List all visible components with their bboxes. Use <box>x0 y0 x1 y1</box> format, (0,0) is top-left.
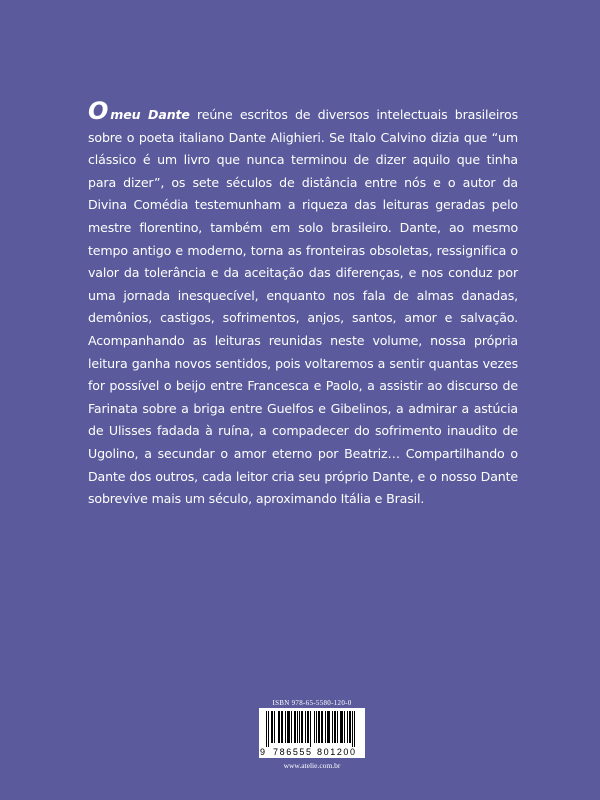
barcode-bar <box>319 711 320 743</box>
lead-initial: O <box>88 97 109 125</box>
barcode-bar <box>308 711 309 743</box>
barcode-bar <box>334 711 335 743</box>
barcode-bar <box>347 711 348 743</box>
barcode-bar <box>349 711 350 743</box>
barcode-bar <box>289 711 290 743</box>
barcode-bar <box>301 711 302 743</box>
barcode-bar <box>291 711 292 743</box>
barcode-bar <box>332 711 333 743</box>
barcode-bar <box>287 711 288 743</box>
barcode-bar <box>281 711 282 743</box>
barcode-bar <box>307 711 308 743</box>
barcode-bar <box>350 711 351 743</box>
barcode-bar <box>302 711 303 743</box>
barcode-bar <box>272 711 273 743</box>
barcode-bar <box>294 711 295 743</box>
barcode-bar <box>337 711 338 743</box>
barcode-bar <box>295 711 296 743</box>
barcode-bar <box>342 711 343 743</box>
barcode-bar <box>325 711 326 743</box>
barcode-digit-first: 9 <box>260 747 266 757</box>
barcode-bars <box>266 711 358 747</box>
barcode-digits-right: 801200 <box>317 747 357 757</box>
barcode-bar <box>268 711 269 747</box>
barcode-bar <box>279 711 280 743</box>
barcode-bar <box>327 711 328 743</box>
barcode-bar <box>305 711 306 743</box>
barcode-bar <box>322 711 323 743</box>
publisher-url: www.atelie.com.br <box>283 761 341 770</box>
barcode <box>259 708 365 758</box>
barcode-bar <box>335 711 336 743</box>
barcode-bar <box>297 711 298 743</box>
barcode-bar <box>340 711 341 743</box>
barcode-bar <box>318 711 319 743</box>
barcode-bar <box>274 711 275 743</box>
isbn-label: ISBN 978-65-5580-120-0 <box>272 699 352 707</box>
barcode-bar <box>341 711 342 743</box>
barcode-digits-left: 786555 <box>273 747 313 757</box>
barcode-bar <box>266 711 267 747</box>
barcode-bar <box>316 711 317 743</box>
barcode-bar <box>310 711 311 747</box>
barcode-bar <box>352 711 353 747</box>
barcode-bar <box>299 711 300 743</box>
barcode-bar <box>329 711 330 743</box>
barcode-bar <box>328 711 329 743</box>
barcode-bar <box>288 711 289 743</box>
book-title-inline: meu Dante <box>110 107 190 122</box>
barcode-bar <box>271 711 272 743</box>
barcode-bar <box>278 711 279 743</box>
barcode-bar <box>321 711 322 743</box>
barcode-bar <box>344 711 345 743</box>
barcode-bar <box>282 711 283 743</box>
barcode-bar <box>285 711 286 743</box>
barcode-bar <box>314 711 315 743</box>
blurb-paragraph <box>88 97 518 511</box>
barcode-bar <box>354 711 355 747</box>
blurb-text: reúne escritos de diversos intelectuais brasileiros sobre o poeta italiano Dante Alighieri. Se Italo Calvino dizia que “um clássico é um livro que nunca terminou de dizer aquilo que tinha para dizer”, os sete séculos de distância entre nós e o autor da Divina Comédia testemunham a riqueza das leituras geradas pelo mestre florentino, também em solo brasileiro. Dante, ao mesmo tempo antigo e moderno, torna as fronteiras obsoletas, ressignifica o valor da tolerância e da aceitação das diferenças, e nos conduz por uma jornada inesquecível, enquanto nos fala de almas danadas, demônios, castigos, sofrimentos, anjos, santos, amor e salvação. Acompanhando as leituras reunidas neste volume, nossa própria leitura ganha novos sentidos, pois voltaremos a sentir quantas vezes for possível o beijo entre Francesca e Paolo, a assistir ao discurso de Farinata sobre a briga entre Guelfos e Gibelinos, a admirar a astúcia de Ulisses fadada à ruína, a compadecer do sofrimento inaudito de Ugolino, a secundar o amor eterno por Beatriz… Compartilhando o Dante dos outros, cada leitor cria seu próprio Dante, e o nosso Dante sobrevive mais um século, aproximando Itália e Brasil. <box>88 107 518 507</box>
